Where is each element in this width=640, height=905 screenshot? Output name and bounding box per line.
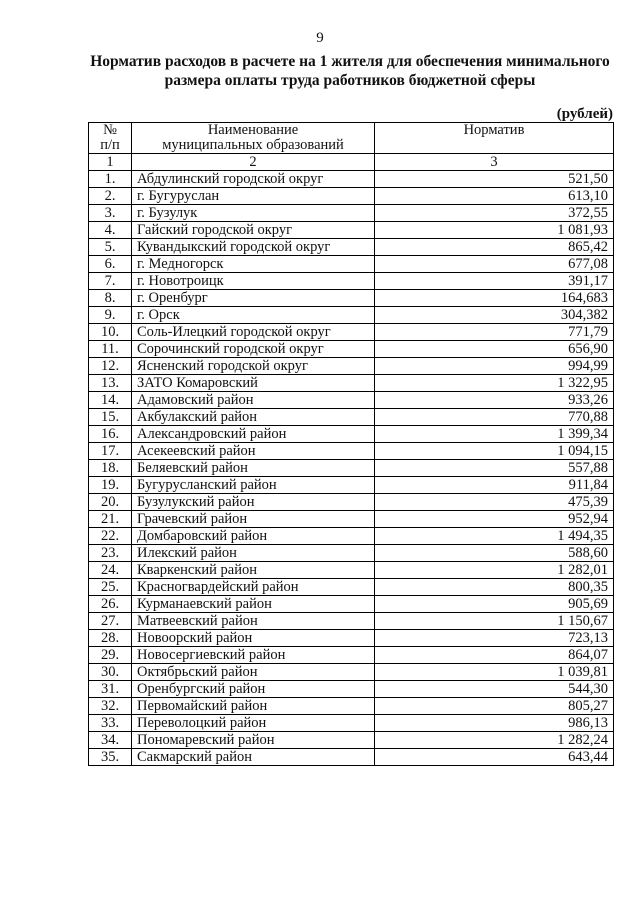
header-number-line-1: № — [103, 122, 117, 138]
row-name: Октябрьский район — [132, 664, 375, 681]
column-index-3: 3 — [375, 154, 614, 171]
row-number: 26. — [89, 596, 132, 613]
row-value: 372,55 — [375, 205, 614, 222]
row-value: 800,35 — [375, 579, 614, 596]
row-number: 24. — [89, 562, 132, 579]
row-name: Адамовский район — [132, 392, 375, 409]
header-value: Норматив — [375, 123, 614, 154]
row-value: 770,88 — [375, 409, 614, 426]
row-name: Акбулакский район — [132, 409, 375, 426]
row-value: 952,94 — [375, 511, 614, 528]
header-name-line-2: муниципальных образований — [162, 137, 344, 153]
row-name: г. Медногорск — [132, 256, 375, 273]
row-value: 656,90 — [375, 341, 614, 358]
row-name: Переволоцкий район — [132, 715, 375, 732]
row-name: Ясненский городской округ — [132, 358, 375, 375]
row-number: 16. — [89, 426, 132, 443]
row-number: 18. — [89, 460, 132, 477]
table-row — [89, 273, 614, 290]
table-row — [89, 715, 614, 732]
row-value: 771,79 — [375, 324, 614, 341]
row-value: 643,44 — [375, 749, 614, 766]
row-value: 1 494,35 — [375, 528, 614, 545]
row-value: 1 322,95 — [375, 375, 614, 392]
row-number: 23. — [89, 545, 132, 562]
row-number: 22. — [89, 528, 132, 545]
row-value: 164,683 — [375, 290, 614, 307]
table-row — [89, 239, 614, 256]
row-name: Абдулинский городской округ — [132, 171, 375, 188]
units-label: (рублей) — [556, 106, 613, 122]
row-number: 9. — [89, 307, 132, 324]
row-number: 31. — [89, 681, 132, 698]
row-value: 805,27 — [375, 698, 614, 715]
table-row — [89, 732, 614, 749]
row-name: Гайский городской округ — [132, 222, 375, 239]
row-name: г. Бугуруслан — [132, 188, 375, 205]
table-row — [89, 358, 614, 375]
row-name: г. Орск — [132, 307, 375, 324]
row-number: 27. — [89, 613, 132, 630]
row-number: 34. — [89, 732, 132, 749]
table-row — [89, 324, 614, 341]
row-number: 35. — [89, 749, 132, 766]
row-number: 3. — [89, 205, 132, 222]
row-value: 933,26 — [375, 392, 614, 409]
row-name: Кваркенский район — [132, 562, 375, 579]
row-name: Асекеевский район — [132, 443, 375, 460]
table-row — [89, 307, 614, 324]
header-number — [89, 123, 132, 154]
row-name: Кувандыкский городской округ — [132, 239, 375, 256]
row-number: 5. — [89, 239, 132, 256]
table-row — [89, 392, 614, 409]
row-name: Матвеевский район — [132, 613, 375, 630]
row-number: 20. — [89, 494, 132, 511]
row-value: 1 081,93 — [375, 222, 614, 239]
row-value: 588,60 — [375, 545, 614, 562]
row-name: Новосергиевский район — [132, 647, 375, 664]
row-value: 986,13 — [375, 715, 614, 732]
table-row — [89, 494, 614, 511]
column-index-2: 2 — [132, 154, 375, 171]
row-value: 1 150,67 — [375, 613, 614, 630]
row-value: 905,69 — [375, 596, 614, 613]
row-name: г. Новотроицк — [132, 273, 375, 290]
row-number: 15. — [89, 409, 132, 426]
table-row — [89, 528, 614, 545]
row-number: 10. — [89, 324, 132, 341]
row-value: 677,08 — [375, 256, 614, 273]
row-value: 391,17 — [375, 273, 614, 290]
row-name: Пономаревский район — [132, 732, 375, 749]
table-row — [89, 290, 614, 307]
row-name: ЗАТО Комаровский — [132, 375, 375, 392]
table-row — [89, 171, 614, 188]
row-number: 14. — [89, 392, 132, 409]
table-row — [89, 613, 614, 630]
row-name: г. Оренбург — [132, 290, 375, 307]
row-number: 1. — [89, 171, 132, 188]
row-number: 12. — [89, 358, 132, 375]
row-number: 7. — [89, 273, 132, 290]
row-name: Курманаевский район — [132, 596, 375, 613]
table-row — [89, 375, 614, 392]
row-name: г. Бузулук — [132, 205, 375, 222]
row-number: 19. — [89, 477, 132, 494]
table-row — [89, 426, 614, 443]
row-number: 29. — [89, 647, 132, 664]
table-row — [89, 579, 614, 596]
row-name: Сорочинский городской округ — [132, 341, 375, 358]
table-row — [89, 596, 614, 613]
row-value: 723,13 — [375, 630, 614, 647]
title-line-2: размера оплаты труда работников бюджетной сферы — [164, 72, 536, 89]
row-number: 28. — [89, 630, 132, 647]
row-value: 521,50 — [375, 171, 614, 188]
row-number: 11. — [89, 341, 132, 358]
row-number: 25. — [89, 579, 132, 596]
page-number: 9 — [316, 30, 324, 46]
table-header-row — [89, 123, 614, 154]
row-value: 1 282,01 — [375, 562, 614, 579]
document-title — [90, 52, 610, 90]
row-name: Грачевский район — [132, 511, 375, 528]
table-row — [89, 460, 614, 477]
row-value: 475,39 — [375, 494, 614, 511]
row-number: 17. — [89, 443, 132, 460]
row-number: 21. — [89, 511, 132, 528]
row-number: 13. — [89, 375, 132, 392]
norms-table — [88, 122, 614, 766]
table-row — [89, 664, 614, 681]
row-value: 1 282,24 — [375, 732, 614, 749]
row-name: Александровский район — [132, 426, 375, 443]
row-name: Соль-Илецкий городской округ — [132, 324, 375, 341]
table-row — [89, 698, 614, 715]
table-row — [89, 477, 614, 494]
row-number: 30. — [89, 664, 132, 681]
row-number: 32. — [89, 698, 132, 715]
row-number: 2. — [89, 188, 132, 205]
table-row — [89, 630, 614, 647]
row-value: 864,07 — [375, 647, 614, 664]
row-value: 557,88 — [375, 460, 614, 477]
row-name: Оренбургский район — [132, 681, 375, 698]
table-row — [89, 681, 614, 698]
header-number-line-2: п/п — [100, 137, 120, 153]
header-name-line-1: Наименование — [207, 122, 299, 138]
row-value: 994,99 — [375, 358, 614, 375]
header-name — [132, 123, 375, 154]
row-name: Новоорский район — [132, 630, 375, 647]
row-value: 1 039,81 — [375, 664, 614, 681]
row-name: Бузулукский район — [132, 494, 375, 511]
row-number: 6. — [89, 256, 132, 273]
table-row — [89, 647, 614, 664]
row-name: Бугурусланский район — [132, 477, 375, 494]
table-row — [89, 749, 614, 766]
row-name: Домбаровский район — [132, 528, 375, 545]
table-row — [89, 256, 614, 273]
row-number: 33. — [89, 715, 132, 732]
table-row — [89, 205, 614, 222]
row-name: Беляевский район — [132, 460, 375, 477]
table-row — [89, 188, 614, 205]
row-name: Первомайский район — [132, 698, 375, 715]
row-name: Красногвардейский район — [132, 579, 375, 596]
table-row — [89, 222, 614, 239]
row-value: 613,10 — [375, 188, 614, 205]
column-index-1: 1 — [89, 154, 132, 171]
table-row — [89, 562, 614, 579]
row-number: 4. — [89, 222, 132, 239]
table-row — [89, 443, 614, 460]
table-row — [89, 545, 614, 562]
row-value: 1 399,34 — [375, 426, 614, 443]
row-value: 865,42 — [375, 239, 614, 256]
table-row — [89, 341, 614, 358]
table-body — [89, 171, 614, 766]
row-value: 304,382 — [375, 307, 614, 324]
column-index-row — [89, 154, 614, 171]
row-number: 8. — [89, 290, 132, 307]
row-name: Сакмарский район — [132, 749, 375, 766]
row-value: 544,30 — [375, 681, 614, 698]
row-value: 1 094,15 — [375, 443, 614, 460]
table-row — [89, 409, 614, 426]
row-value: 911,84 — [375, 477, 614, 494]
row-name: Илекский район — [132, 545, 375, 562]
title-line-1: Норматив расходов в расчете на 1 жителя для обеспечения минимального — [90, 53, 610, 70]
table-row — [89, 511, 614, 528]
